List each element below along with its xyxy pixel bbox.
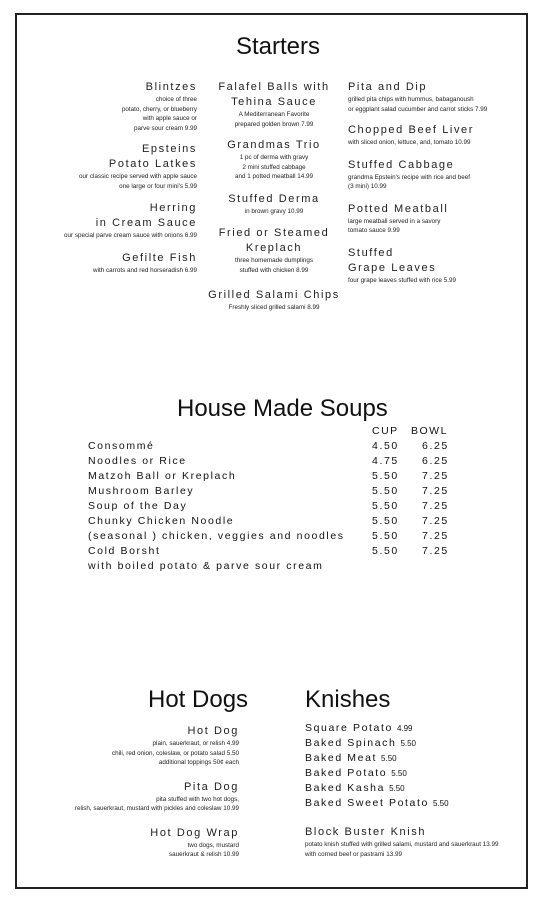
starters-column-1 bbox=[64, 80, 197, 275]
item-name: Falafel Balls with bbox=[218, 81, 330, 93]
cup-price: 4.75 bbox=[372, 455, 399, 467]
bowl-price: 7.25 bbox=[422, 545, 449, 557]
knish-price: 5.50 bbox=[391, 769, 407, 778]
item-name: Chopped Beef Liver bbox=[348, 124, 475, 136]
item-name: Gefilte Fish bbox=[122, 251, 197, 264]
item-description: with sliced onion, lettuce, and, tomato 10.99 bbox=[348, 139, 471, 146]
item-name: Kreplach bbox=[245, 242, 303, 254]
knish-price: 5.50 bbox=[432, 799, 449, 808]
item-name: Grilled Salami Chips bbox=[208, 289, 340, 301]
knish-price: 5.50 bbox=[381, 754, 397, 763]
menu-item bbox=[75, 826, 239, 860]
soup-name: Chunky Chicken Noodle bbox=[88, 515, 235, 527]
item-name: Potato Latkes bbox=[108, 158, 197, 170]
menu-item bbox=[64, 201, 197, 241]
item-name: Fried or Steamed bbox=[218, 227, 330, 239]
menu-item bbox=[348, 80, 487, 114]
item-description: four grape leaves stuffed with rice 5.99 bbox=[348, 276, 457, 284]
item-description: (3 mini) 10.99 bbox=[348, 183, 387, 190]
knish-name: Baked Potato bbox=[305, 767, 388, 779]
menu-item bbox=[205, 138, 343, 182]
menu-item bbox=[64, 80, 197, 133]
item-description: two dogs, mustard bbox=[187, 841, 239, 849]
knish-name: Baked Spinach bbox=[305, 737, 397, 749]
item-description: grandma Epstein's recipe with rice and beef bbox=[348, 173, 470, 181]
item-name: Tehina Sauce bbox=[231, 96, 317, 108]
bowl-price: 6.25 bbox=[422, 455, 449, 467]
item-description: tomato sauce 9.99 bbox=[348, 227, 400, 234]
hotdogs-title: Hot Dogs bbox=[148, 686, 249, 713]
menu-item bbox=[64, 142, 197, 191]
bowl-price: 7.25 bbox=[422, 500, 449, 512]
item-description: our classic recipe served with apple sauce bbox=[79, 173, 197, 180]
bowl-price: 7.25 bbox=[422, 470, 449, 482]
cup-price: 5.50 bbox=[372, 545, 399, 557]
knish-item bbox=[305, 796, 449, 811]
knish-item bbox=[305, 751, 449, 766]
knish-name: Square Potato bbox=[305, 722, 393, 734]
bowl-price: 7.25 bbox=[422, 485, 449, 497]
cup-header: CUP bbox=[372, 425, 399, 437]
menu-item bbox=[348, 246, 487, 286]
item-description: choice of three bbox=[155, 96, 197, 103]
item-description: additional toppings 50¢ each bbox=[158, 759, 239, 766]
knishes-title: Knishes bbox=[305, 686, 391, 713]
knishes-column bbox=[305, 721, 449, 811]
item-name: Stuffed bbox=[348, 246, 394, 259]
item-description: 2 mini stuffed cabbage bbox=[242, 163, 306, 171]
cup-price: 5.50 bbox=[372, 500, 399, 512]
item-description: with carrots and red horseradish 6.99 bbox=[93, 266, 197, 274]
cup-price: 5.50 bbox=[372, 515, 399, 527]
bowl-price: 6.25 bbox=[422, 440, 449, 452]
item-name: Hot Dog Wrap bbox=[150, 826, 239, 839]
item-description: A Mediterranean Favorite bbox=[238, 111, 310, 118]
item-description: relish, sauerkraut, mustard with pickles and coleslaw 10.99 bbox=[74, 805, 239, 812]
knish-price: 5.50 bbox=[389, 784, 405, 793]
starters-title: Starters bbox=[236, 33, 321, 60]
soup-name: Soup of the Day bbox=[88, 500, 188, 512]
starters-column-2 bbox=[205, 80, 343, 313]
item-description: or eggplant salad cucumber and carrot sticks 7.99 bbox=[348, 105, 488, 113]
knish-item bbox=[305, 766, 449, 781]
item-name: Stuffed Derma bbox=[228, 192, 320, 205]
knish-name: Baked Sweet Potato bbox=[305, 797, 429, 809]
menu-item bbox=[205, 226, 343, 275]
item-description: three homemade dumplings bbox=[234, 257, 314, 264]
soup-name: Mushroom Barley bbox=[88, 485, 195, 497]
item-description: 1 pc of derma with gravy bbox=[239, 154, 309, 161]
item-description: and 1 potted meatball 14.99 bbox=[234, 173, 314, 180]
item-description: potato, cherry, or blueberry bbox=[121, 105, 197, 113]
item-name: Grandmas Trio bbox=[227, 139, 321, 151]
knish-price: 4.99 bbox=[396, 724, 413, 733]
soup-name: (seasonal ) chicken, veggies and noodles bbox=[88, 530, 345, 542]
menu-item bbox=[64, 251, 197, 276]
soup-name: Matzoh Ball or Kreplach bbox=[88, 470, 237, 482]
item-description: Freshly sliced grilled salami 8.99 bbox=[228, 304, 320, 311]
item-description: with apple sauce or bbox=[142, 115, 197, 122]
item-description: stuffed with chicken 8.99 bbox=[239, 266, 309, 274]
menu-item bbox=[205, 192, 343, 217]
knish-item bbox=[305, 781, 449, 796]
item-name: Epsteins bbox=[142, 143, 197, 155]
item-description: grilled pita chips with hummus, babaganoush bbox=[348, 96, 474, 103]
item-description: pita stuffed with two hot dogs, bbox=[156, 795, 239, 803]
menu-item bbox=[348, 158, 487, 192]
item-description: large meatball served in a savory bbox=[348, 217, 441, 225]
menu-item bbox=[348, 123, 487, 148]
item-name: Pita and Dip bbox=[348, 81, 428, 93]
item-name: Hot Dog bbox=[187, 725, 239, 737]
item-description: prepared golden brown 7.99 bbox=[234, 120, 314, 128]
item-name: Pita Dog bbox=[184, 780, 239, 793]
knish-price: 5.50 bbox=[400, 739, 417, 748]
item-name: Stuffed Cabbage bbox=[348, 158, 455, 171]
item-name: Grape Leaves bbox=[348, 261, 437, 274]
hotdogs-column bbox=[75, 724, 239, 860]
item-description: with corned beef or pastrami 13.99 bbox=[305, 850, 402, 858]
item-description: in brown gravy 10.99 bbox=[244, 207, 304, 215]
block-buster-knish bbox=[305, 825, 498, 859]
item-description: potato knish stuffed with grilled salami, mustard and sauerkraut 13.99 bbox=[305, 841, 499, 848]
cup-price: 5.50 bbox=[372, 485, 399, 497]
soup-name: with boiled potato & parve sour cream bbox=[88, 560, 324, 572]
menu-item bbox=[205, 288, 343, 313]
item-description: our special parve cream sauce with onions 6.99 bbox=[63, 232, 197, 239]
knish-item bbox=[305, 736, 449, 751]
item-name: Blintzes bbox=[145, 81, 197, 93]
item-description: plain, sauerkraut, or relish 4.99 bbox=[152, 740, 239, 747]
cup-price: 5.50 bbox=[372, 530, 399, 542]
knish-name: Baked Meat bbox=[305, 752, 378, 764]
starters-column-3 bbox=[348, 80, 487, 285]
soups-title: House Made Soups bbox=[177, 395, 388, 422]
soup-name: Noodles or Rice bbox=[88, 455, 187, 467]
knish-item bbox=[305, 721, 449, 736]
menu-item bbox=[348, 202, 487, 236]
cup-price: 5.50 bbox=[372, 470, 399, 482]
item-name: Block Buster Knish bbox=[305, 826, 427, 838]
menu-item bbox=[205, 80, 343, 129]
item-name: Herring bbox=[149, 202, 197, 214]
menu-item bbox=[75, 780, 239, 814]
cup-price: 4.50 bbox=[372, 440, 399, 452]
knish-name: Baked Kasha bbox=[305, 782, 386, 794]
item-name: Potted Meatball bbox=[348, 202, 449, 215]
menu-item bbox=[75, 724, 239, 768]
item-description: one large or four mini's 5.99 bbox=[119, 182, 197, 190]
soup-name: Cold Borsht bbox=[88, 545, 161, 557]
item-description: sauerkraut & relish 10.99 bbox=[168, 851, 239, 858]
bowl-price: 7.25 bbox=[422, 515, 449, 527]
bowl-header: BOWL bbox=[411, 425, 448, 437]
soup-name: Consommé bbox=[88, 440, 155, 452]
item-description: parve sour cream 9.99 bbox=[134, 124, 197, 132]
item-description: chili, red onion, coleslaw, or potato salad 5.50 bbox=[111, 749, 239, 757]
bowl-price: 7.25 bbox=[422, 530, 449, 542]
item-name: in Cream Sauce bbox=[95, 217, 197, 229]
